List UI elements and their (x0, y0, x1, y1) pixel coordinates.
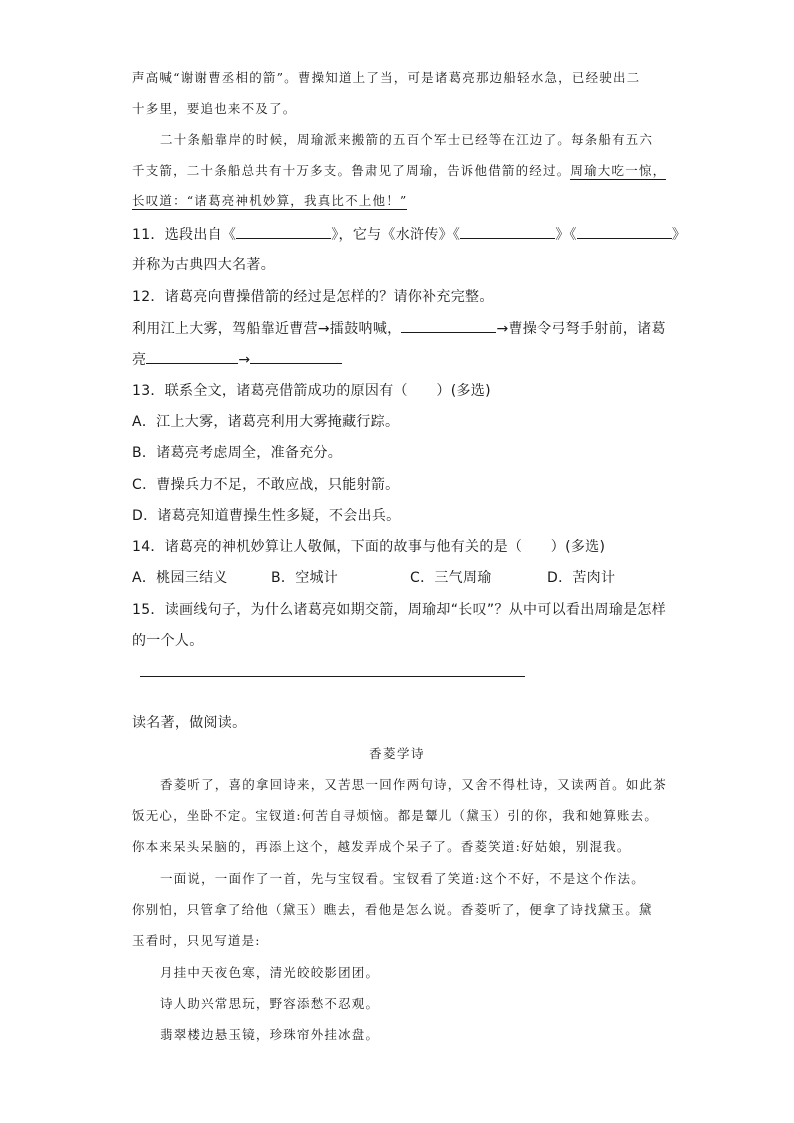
poem-line: 翡翠楼边悬玉镜，珍珠帘外挂冰盘。 (160, 1027, 380, 1042)
option-b[interactable]: B．诸葛亮考虑周全，准备充分。 (132, 445, 343, 461)
passage-line (132, 191, 407, 211)
passage-line: 玉看时，只见写道是: (132, 933, 261, 948)
option-d[interactable]: D．诸葛亮知道曹操生性多疑，不会出兵。 (132, 508, 401, 524)
passage-line: 饭无心，坐卧不定。宝钗道:何苦自寻烦恼。都是颦儿（黛玉）引的你，我和她算账去。 (132, 808, 659, 823)
passage-line: 二十条船靠岸的时候，周瑜派来搬箭的五百个军士已经等在江边了。每条船有五六 (160, 132, 654, 147)
question-12-line: 亮 → (132, 349, 342, 370)
passage-line: 你本来呆头呆脑的，再添上这个，越发弄成个呆子了。香菱笑道:好姑娘，别混我。 (132, 839, 631, 854)
passage-line: 千支箭，二十条船总共有十万多支。鲁肃见了周瑜，告诉他借箭的经过。周瑜大吃一惊， (132, 163, 667, 178)
underlined-sentence: 长叹道：“诸葛亮神机妙算，我真比不上他！” (132, 193, 408, 208)
answer-blank[interactable] (236, 224, 331, 239)
question-12-line: 利用江上大雾，驾船靠近曹营→擂鼓呐喊， →曹操令弓弩手射前，诸葛 (132, 318, 666, 339)
option-a[interactable]: A．桃园三结义 (132, 570, 228, 586)
question-12: 12．诸葛亮向曹操借箭的经过是怎样的？请你补充完整。 (132, 289, 494, 305)
question-15-cont: 的一个人。 (132, 633, 204, 649)
answer-blank[interactable] (460, 224, 555, 239)
question-15: 15．读画线句子，为什么诸葛亮如期交箭，周瑜却“长叹”？从中可以看出周瑜是怎样 (132, 602, 667, 618)
answer-blank[interactable] (146, 349, 238, 364)
section-intro: 读名著，做阅读。 (132, 715, 247, 731)
answer-blank[interactable] (250, 349, 342, 364)
answer-blank[interactable] (401, 318, 496, 333)
passage-line: 香菱听了，喜的拿回诗来，又苦思一回作两句诗，又舍不得杜诗，又读两首。如此茶 (160, 777, 667, 792)
option-a[interactable]: A．江上大雾，诸葛亮利用大雾掩藏行踪。 (132, 414, 400, 430)
passage-title: 香菱学诗 (368, 746, 425, 761)
passage-line: 十多里，要追也来不及了。 (132, 101, 297, 116)
poem-line: 诗人助兴常思玩，野容添愁不忍观。 (160, 996, 380, 1011)
option-c[interactable]: C．曹操兵力不足，不敢应战，只能射箭。 (132, 477, 400, 493)
question-13: 13．联系全文，诸葛亮借箭成功的原因有（ ）(多选) (132, 383, 491, 399)
underlined-sentence: 周瑜大吃一惊， (570, 163, 667, 178)
passage-line: 声高喊“谢谢曹丞相的箭”。曹操知道上了当，可是诸葛亮那边船轻水急，已经驶出二 (132, 70, 641, 85)
question-11: 11．选段出自《 》，它与《水浒传》《 》《 》 (132, 224, 686, 245)
option-d[interactable]: D．苦肉计 (547, 570, 616, 586)
passage-line: 一面说，一面作了一首，先与宝钗看。宝钗看了笑道:这个不好，不是这个作法。 (160, 871, 645, 886)
option-c[interactable]: C．三气周瑜 (410, 570, 492, 586)
answer-line[interactable] (140, 676, 525, 677)
question-11-cont: 并称为古典四大名著。 (132, 257, 275, 273)
answer-blank[interactable] (577, 224, 672, 239)
poem-line: 月挂中天夜色寒，清光皎皎影团团。 (160, 965, 380, 980)
option-b[interactable]: B．空城计 (271, 570, 339, 586)
passage-line: 你别怕，只管拿了给他（黛玉）瞧去，看他是怎么说。香菱听了，便拿了诗找黛玉。黛 (132, 902, 653, 917)
question-14: 14．诸葛亮的神机妙算让人敬佩，下面的故事与他有关的是（ ）(多选) (132, 539, 606, 555)
